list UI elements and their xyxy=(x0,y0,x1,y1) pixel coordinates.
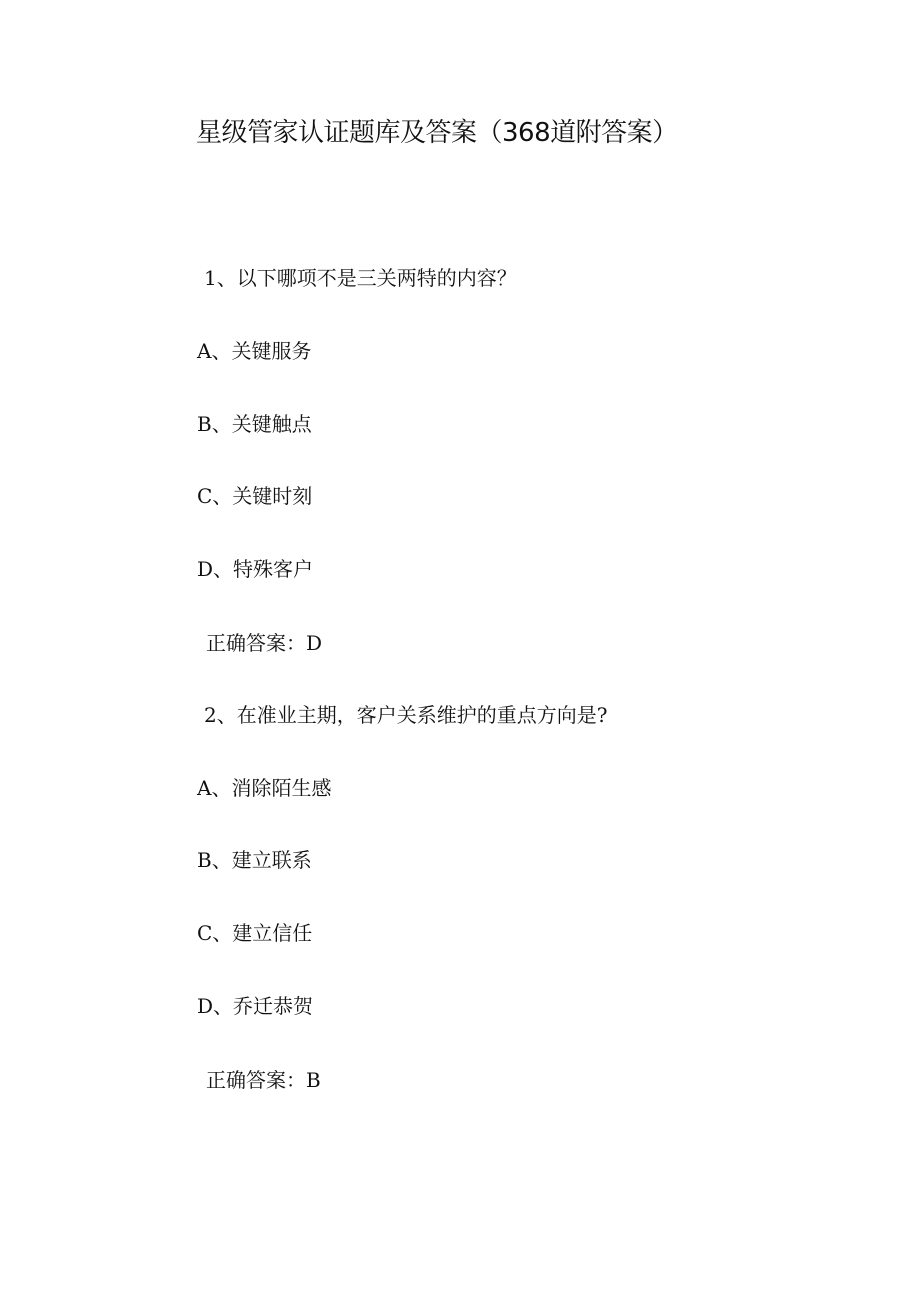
correct-answer: 正确答案：D xyxy=(206,631,323,655)
option-c: C、建立信任 xyxy=(197,921,313,945)
option-a: A、消除陌生感 xyxy=(197,776,332,800)
option-d: D、特殊客户 xyxy=(197,557,314,581)
option-c: C、关键时刻 xyxy=(197,484,313,508)
page-title: 星级管家认证题库及答案（368道附答案） xyxy=(196,118,678,148)
question-text: 1、以下哪项不是三关两特的内容？ xyxy=(204,266,517,290)
option-a: A、关键服务 xyxy=(197,339,312,363)
option-b: B、建立联系 xyxy=(197,848,312,872)
option-b: B、关键触点 xyxy=(197,412,312,436)
option-d: D、乔迁恭贺 xyxy=(197,994,314,1018)
question-text: 2、在准业主期，客户关系维护的重点方向是? xyxy=(204,703,608,727)
correct-answer: 正确答案：B xyxy=(206,1068,321,1092)
